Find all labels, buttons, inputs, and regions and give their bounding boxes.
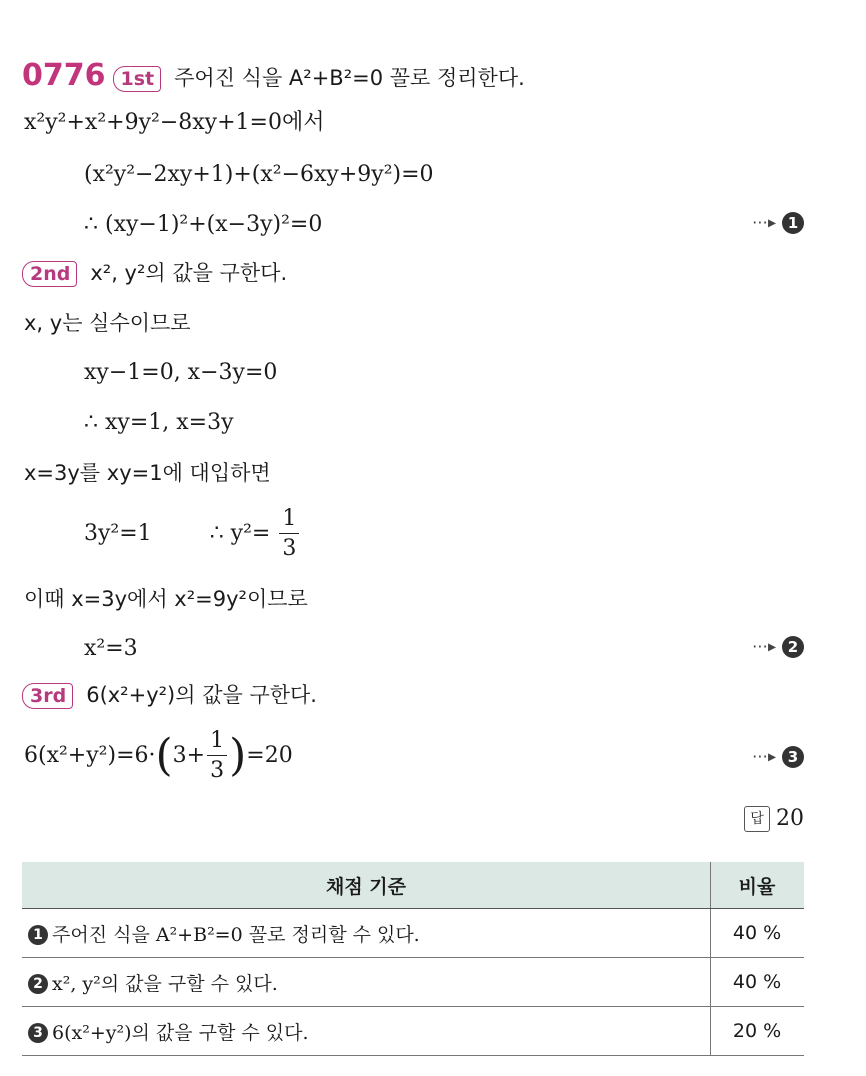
table-row [22, 958, 804, 1007]
criterion-cell [22, 958, 711, 1007]
table-row [22, 1007, 804, 1056]
ratio-cell: 40 % [711, 909, 805, 958]
equation-y2: ∴ y²= [209, 521, 271, 546]
criterion-cell [22, 1007, 711, 1056]
solution-line-3: ∴ (xy−1)²+(x−3y)²=0 [84, 212, 323, 237]
step-tag-2nd: 2nd [22, 261, 77, 287]
ratio-cell: 20 % [711, 1007, 805, 1056]
step-tag-3rd: 3rd [22, 683, 73, 709]
table-row [22, 909, 804, 958]
step3-title: 6(x²+y²)의 값을 구한다. [86, 683, 317, 707]
fraction-one-third: $\frac{1}{3}$ [279, 508, 299, 560]
solution-line-8 [84, 506, 301, 562]
equation-3y2: 3y²=1 [84, 521, 152, 546]
header-ratio: 비율 [711, 862, 805, 909]
criterion-text: 6(x²+y²)의 값을 구할 수 있다. [52, 1021, 309, 1044]
arrow-icon: ⋯▸ [751, 746, 776, 766]
expr-inner: 3+ [172, 743, 206, 768]
marker-1 [752, 212, 804, 234]
step-tag-1st: 1st [113, 66, 162, 92]
solution-line-9: 이때 x=3y에서 x²=9y²이므로 [24, 587, 308, 611]
problem-number: 0776 [22, 58, 106, 93]
answer-value: 20 [776, 806, 804, 831]
ratio-cell: 40 % [711, 958, 805, 1007]
table-header-row [22, 862, 804, 909]
step3-header [22, 680, 317, 711]
answer [744, 806, 804, 832]
circled-number-3: 3 [782, 746, 804, 768]
solution-line-1: x²y²+x²+9y²−8xy+1=0에서 [24, 110, 325, 135]
paren-open: ( [155, 730, 173, 781]
circled-number-2: 2 [28, 974, 48, 994]
criterion-text: 주어진 식을 A²+B²=0 꼴로 정리할 수 있다. [52, 923, 420, 946]
step2-header [22, 258, 287, 289]
header-criteria: 채점 기준 [22, 862, 711, 909]
solution-line-6: ∴ xy=1, x=3y [84, 410, 234, 435]
expr-result: =20 [246, 743, 293, 768]
fraction-one-third-2: $\frac{1}{3}$ [207, 730, 227, 782]
arrow-icon: ⋯▸ [751, 636, 776, 656]
answer-icon: 답 [744, 806, 770, 832]
circled-number-1: 1 [782, 212, 804, 234]
step2-title: x², y²의 값을 구한다. [90, 261, 288, 285]
scoring-table [22, 862, 804, 1056]
solution-line-10: x²=3 [84, 636, 138, 661]
step1-header [22, 56, 525, 99]
solution-line-7: x=3y를 xy=1에 대입하면 [24, 461, 271, 485]
arrow-icon: ⋯▸ [751, 212, 776, 232]
step1-title: 주어진 식을 A²+B²=0 꼴로 정리한다. [174, 66, 525, 90]
solution-line-11 [24, 724, 293, 788]
circled-number-2: 2 [782, 636, 804, 658]
paren-close: ) [229, 730, 247, 781]
solution-line-2: (x²y²−2xy+1)+(x²−6xy+9y²)=0 [84, 162, 434, 187]
solution-line-5: xy−1=0, x−3y=0 [84, 360, 278, 385]
solution-line-4: x, y는 실수이므로 [24, 311, 191, 335]
circled-number-3: 3 [28, 1023, 48, 1043]
expr-left: 6(x²+y²)=6· [24, 743, 156, 768]
marker-2 [752, 636, 804, 658]
marker-3 [752, 746, 804, 768]
circled-number-1: 1 [28, 925, 48, 945]
criterion-cell [22, 909, 711, 958]
criterion-text: x², y²의 값을 구할 수 있다. [52, 972, 278, 995]
